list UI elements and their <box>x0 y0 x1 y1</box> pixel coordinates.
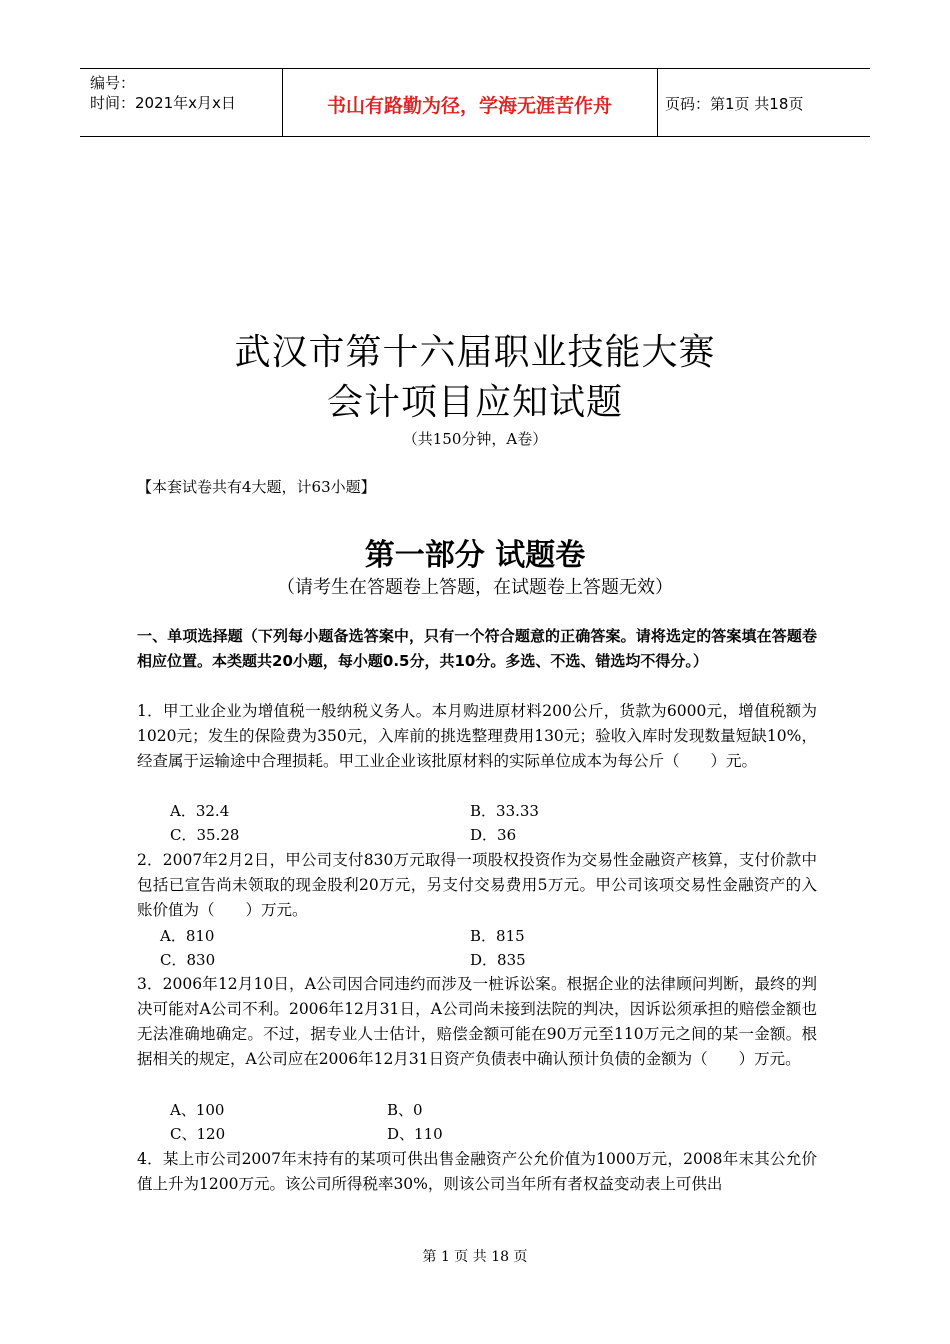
section-heading: 一、单项选择题（下列每小题备选答案中，只有一个符合题意的正确答案。请将选定的答案填在答题卷相应位置。本类题共20小题，每小题0.5分，共10分。多选、不选、错选均不得分。） <box>137 627 817 670</box>
exam-subtitle: （共150分钟，A卷） <box>402 430 548 448</box>
exam-title-line2: 会计项目应知试题 <box>326 382 623 423</box>
question-3: 3．2006年12月10日，A公司因合同违约而涉及一桩诉讼案。根据企业的法律顾问判断，最终的判决可能对A公司不利。2006年12月31日，A公司尚未接到法院的判决，因诉讼须承担的赔偿金额也无法准确地确定。不过，据专业人士估计，赔偿金额可能在90万元至110万元之间的某一金额。根据相关的规定，A公司应在2006年12月31日资产负债表中确认预计负债的金额为（ ）万元。 <box>137 975 817 1068</box>
question-3-option-b: B、0 <box>387 1101 423 1119</box>
question-3-option-c: C、120 <box>170 1125 226 1143</box>
page-header <box>80 68 870 137</box>
question-1-option-d: D．36 <box>470 826 517 844</box>
exam-title-line1: 武汉市第十六届职业技能大赛 <box>234 332 716 373</box>
question-2-option-c: C．830 <box>160 951 216 969</box>
header-meta <box>90 73 236 113</box>
header-motto: 书山有路勤为径，学海无涯苦作舟 <box>326 95 612 117</box>
question-1-option-b: B．33.33 <box>470 802 539 820</box>
question-2-option-d: D．835 <box>470 951 526 969</box>
header-page-number: 页码：第1页 共18页 <box>665 95 804 113</box>
question-2: 2．2007年2月2日，甲公司支付830万元取得一项股权投资作为交易性金融资产核算，支付价款中包括已宣告尚未领取的现金股利20万元，另支付交易费用5万元。甲公司该项交易性金融资产的入账价值为（ ）万元。 <box>137 851 817 919</box>
question-3-option-a: A、100 <box>170 1101 225 1119</box>
part-heading: 第一部分 试题卷 <box>364 538 586 573</box>
header-divider <box>657 69 658 136</box>
question-4: 4．某上市公司2007年末持有的某项可供出售金融资产公允价值为1000万元，2008年末其公允价值上升为1200万元。该公司所得税率30%，则该公司当年所有者权益变动表上可供出 <box>137 1150 817 1193</box>
question-1-option-c: C．35.28 <box>170 826 240 844</box>
exam-note: 【本套试卷共有4大题，计63小题】 <box>137 478 376 496</box>
question-2-option-a: A．810 <box>160 927 215 945</box>
question-1-option-a: A．32.4 <box>170 802 230 820</box>
question-3-option-d: D、110 <box>387 1125 443 1143</box>
header-date: 时间：2021年x月x日 <box>90 94 236 112</box>
part-instruction: （请考生在答题卷上答题，在试题卷上答题无效） <box>277 577 673 598</box>
header-number: 编号： <box>90 74 136 92</box>
page-footer: 第 1 页 共 18 页 <box>422 1249 528 1265</box>
question-1: 1．甲工业企业为增值税一般纳税义务人。本月购进原材料200公斤，货款为6000元，增值税额为1020元；发生的保险费为350元，入库前的挑选整理费用130元；验收入库时发现数量短缺10%，经查属于运输途中合理损耗。甲工业企业该批原材料的实际单位成本为每公斤（ ）元。 <box>137 702 817 770</box>
question-2-option-b: B．815 <box>470 927 525 945</box>
